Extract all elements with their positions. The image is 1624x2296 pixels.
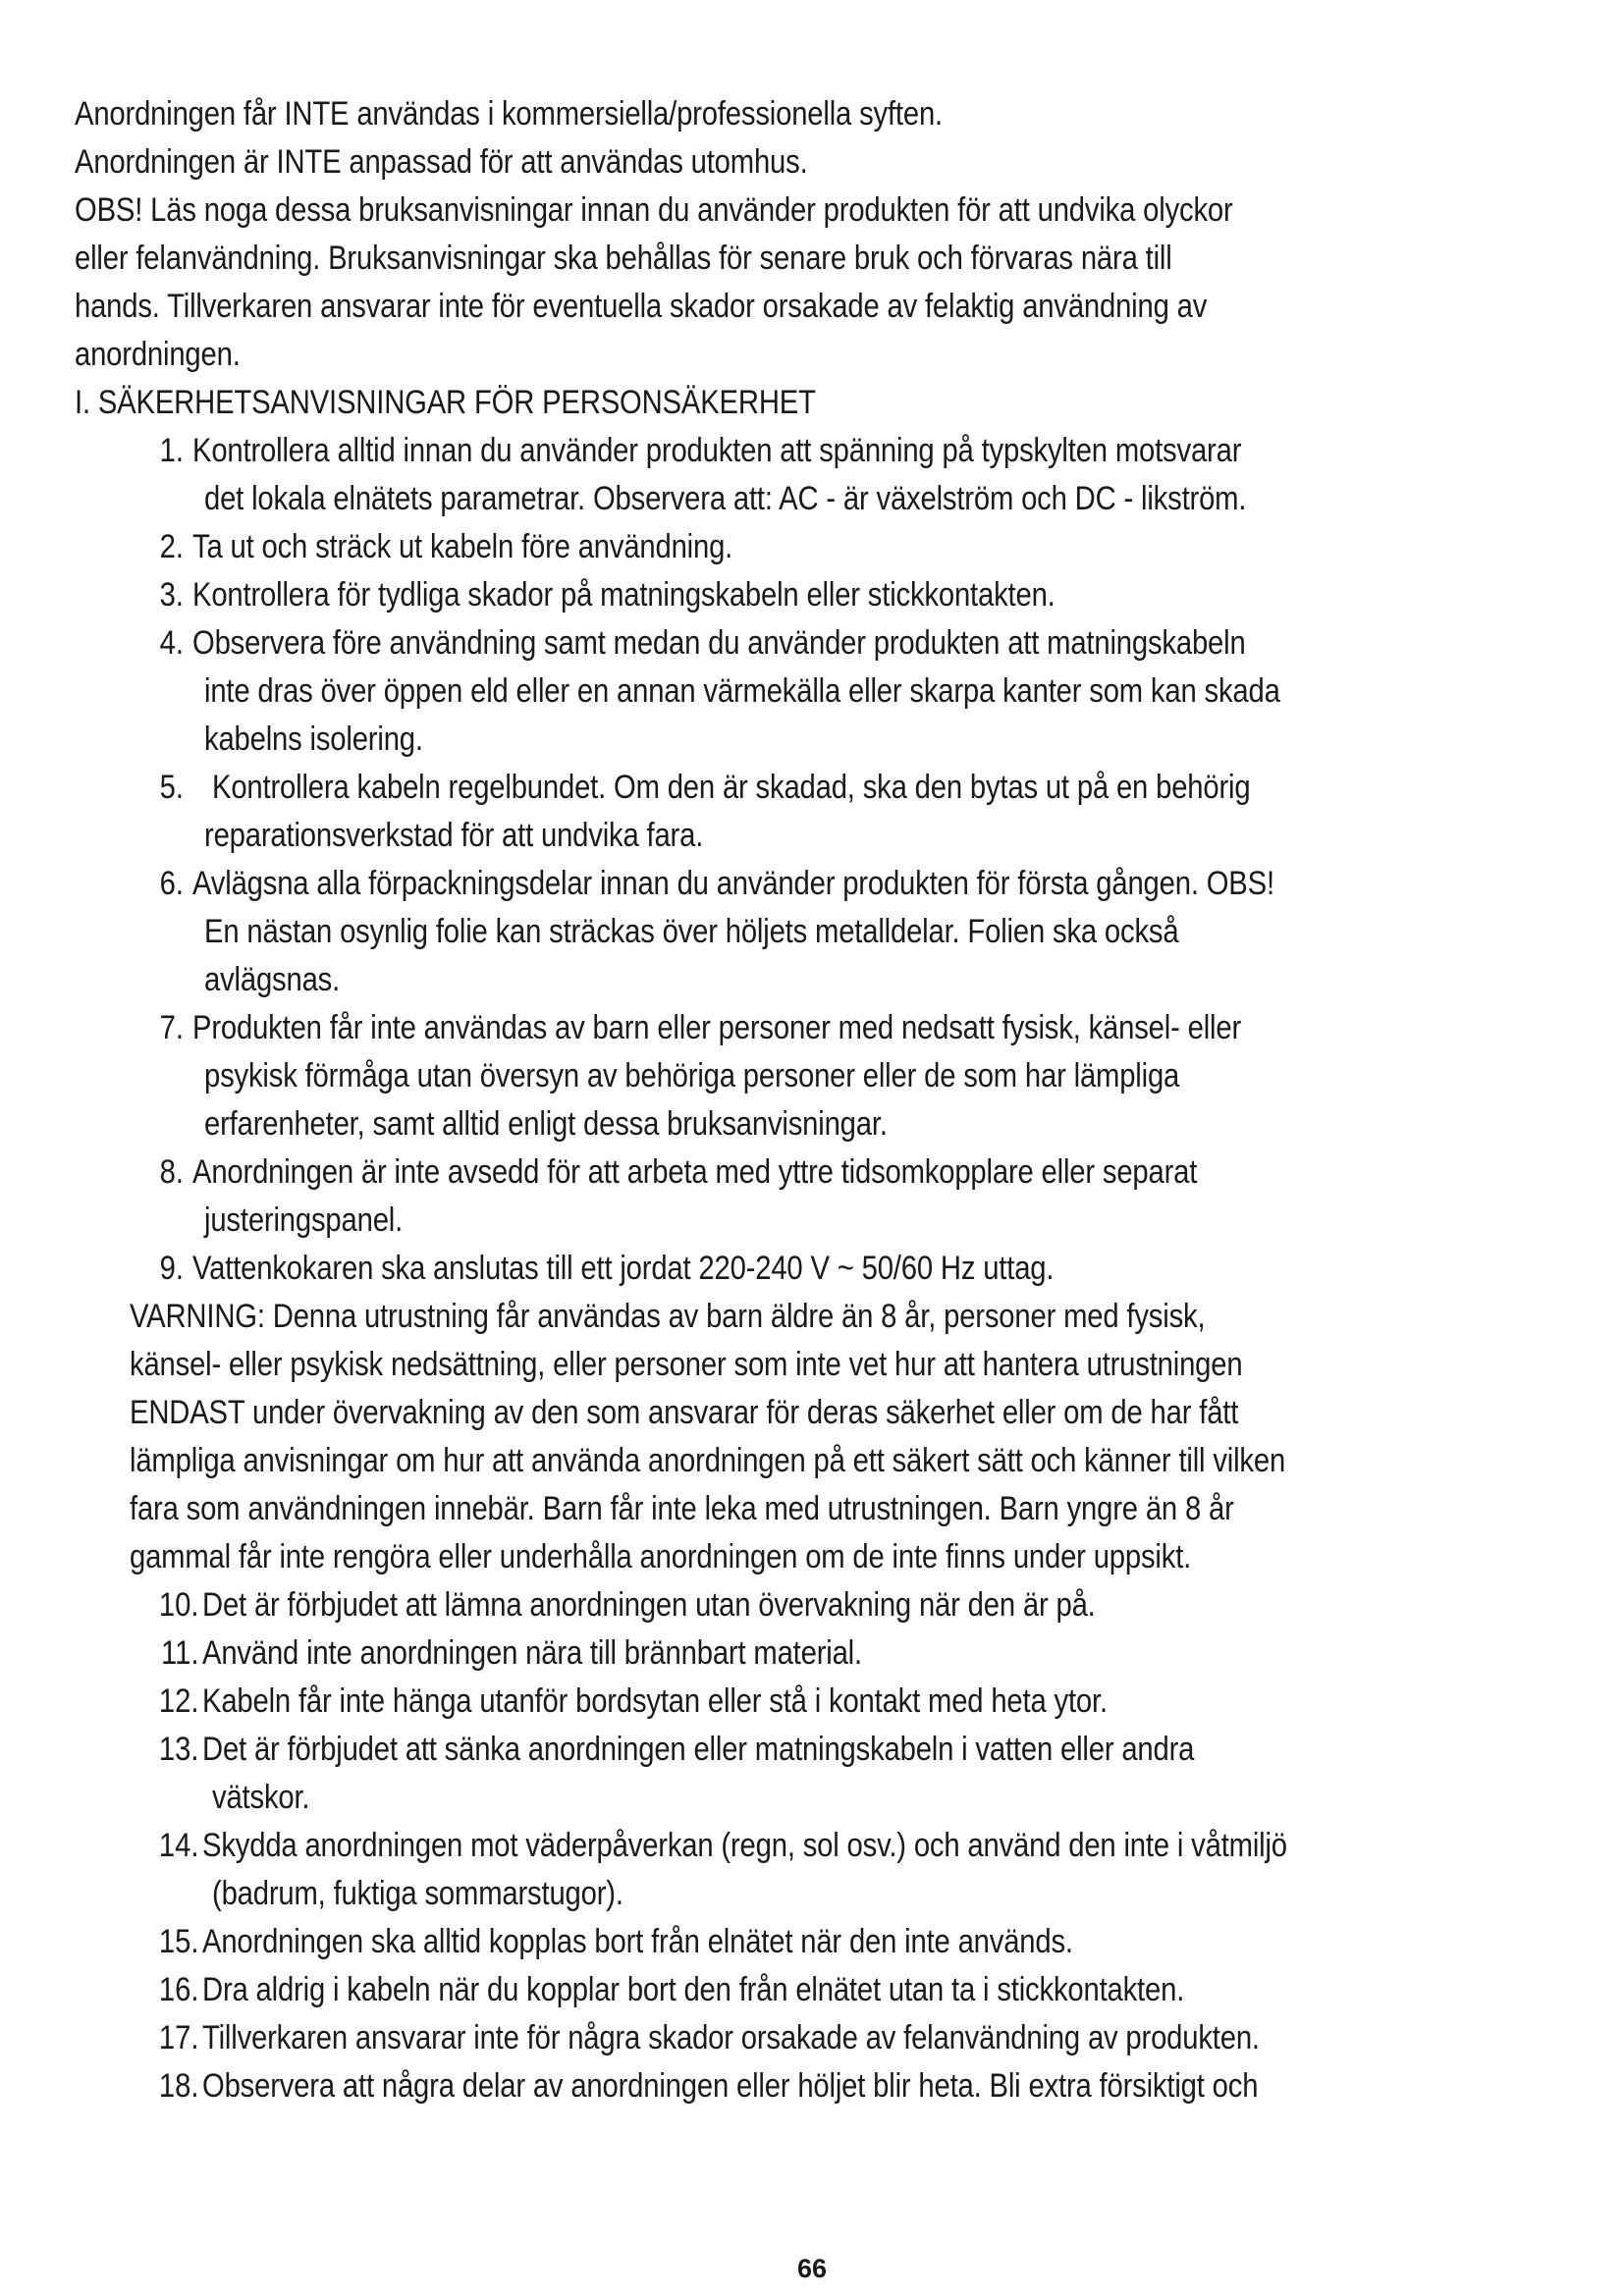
item-text: En nästan osynlig folie kan sträckas över höljets metalldelar. Folien ska också <box>204 913 1179 950</box>
item-text: det lokala elnätets parametrar. Observera att: AC - är växelström och DC - likström. <box>204 480 1247 517</box>
item-number: 1. <box>159 432 184 469</box>
list-item <box>75 619 1567 764</box>
item-text: vätskor. <box>212 1779 310 1816</box>
document-page <box>75 90 1567 2110</box>
item-number: 2. <box>159 528 184 565</box>
item-text: Kontrollera alltid innan du använder produkten att spänning på typskylten motsvarar <box>192 432 1242 469</box>
item-text: Skydda anordningen mot väderpåverkan (regn, sol osv.) och använd den inte i våtmiljö <box>202 1827 1287 1864</box>
list-item <box>75 860 1567 1004</box>
item-text: Avlägsna alla förpackningsdelar innan du använder produkten för första gången. OBS! <box>192 865 1274 902</box>
intro-line: Anordningen får INTE användas i kommersiella/professionella syften. <box>75 95 943 133</box>
item-text: avlägsnas. <box>204 961 341 998</box>
warning-line: VARNING: Denna utrustning får användas av barn äldre än 8 år, personer med fysisk, <box>130 1298 1206 1335</box>
item-text: (badrum, fuktiga sommarstugor). <box>212 1875 623 1912</box>
item-text: kabelns isolering. <box>204 721 423 758</box>
item-text: Anordningen ska alltid kopplas bort från elnätet när den inte används. <box>202 1923 1073 1960</box>
section-heading: I. SÄKERHETSANVISNINGAR FÖR PERSONSÄKERHET <box>75 384 816 421</box>
item-text: Observera att några delar av anordningen eller höljet blir heta. Bli extra försiktigt och <box>202 2067 1259 2105</box>
safety-list-b <box>75 1581 1567 2110</box>
warning-line: ENDAST under övervakning av den som ansvarar för deras säkerhet eller om de har fått <box>130 1394 1239 1431</box>
list-item <box>75 1966 1567 2014</box>
intro-line: Anordningen är INTE anpassad för att användas utomhus. <box>75 143 808 181</box>
list-item <box>75 1581 1567 1629</box>
list-item <box>75 571 1567 619</box>
warning-line: lämpliga anvisningar om hur att använda anordningen på ett säkert sätt och känner till vilken <box>130 1442 1286 1479</box>
item-number: 17. <box>158 2019 199 2056</box>
item-number: 11. <box>160 1634 199 1672</box>
intro-line: OBS! Läs noga dessa bruksanvisningar innan du använder produkten för att undvika olyckor <box>75 191 1233 229</box>
item-text: Observera före användning samt medan du använder produkten att matningskabeln <box>192 624 1246 662</box>
item-text: Det är förbjudet att lämna anordningen utan övervakning när den är på. <box>202 1586 1096 1624</box>
warning-line: fara som användningen innebär. Barn får inte leka med utrustningen. Barn yngre än 8 år <box>130 1490 1234 1527</box>
item-text: Vattenkokaren ska anslutas till ett jordat 220-240 V ~ 50/60 Hz uttag. <box>192 1250 1055 1287</box>
intro-block <box>75 90 1567 379</box>
list-item <box>75 2014 1567 2062</box>
item-number: 4. <box>159 624 184 662</box>
item-number: 8. <box>159 1153 184 1191</box>
list-item <box>75 523 1567 571</box>
item-text: reparationsverkstad för att undvika fara. <box>204 817 704 854</box>
intro-line: eller felanvändning. Bruksanvisningar ska behållas för senare bruk och förvaras nära till <box>75 240 1172 277</box>
item-text: Kontrollera kabeln regelbundet. Om den är skadad, ska den bytas ut på en behörig <box>212 769 1251 806</box>
item-number: 6. <box>159 865 184 902</box>
item-text: justeringspanel. <box>204 1201 404 1239</box>
item-number: 14. <box>158 1827 199 1864</box>
warning-line: känsel- eller psykisk nedsättning, eller personer som inte vet hur att hantera utrustningen <box>130 1346 1243 1383</box>
list-item <box>75 1245 1567 1293</box>
item-text: Kabeln får inte hänga utanför bordsytan eller stå i kontakt med heta ytor. <box>202 1682 1108 1720</box>
list-item <box>75 764 1567 860</box>
list-item <box>75 1822 1567 1918</box>
item-text: Dra aldrig i kabeln när du kopplar bort den från elnätet utan ta i stickkontakten. <box>202 1971 1185 2008</box>
item-number: 15. <box>158 1923 199 1960</box>
list-item <box>75 1726 1567 1822</box>
item-text: erfarenheter, samt alltid enligt dessa bruksanvisningar. <box>204 1105 888 1143</box>
safety-list-a <box>75 427 1567 1293</box>
item-number: 10. <box>158 1586 199 1624</box>
intro-line: hands. Tillverkaren ansvarar inte för eventuella skador orsakade av felaktig användning av <box>75 288 1208 325</box>
warning-block <box>130 1293 1567 1581</box>
intro-line: anordningen. <box>75 336 241 373</box>
item-text: inte dras över öppen eld eller en annan värmekälla eller skarpa kanter som kan skada <box>204 672 1280 710</box>
list-item <box>75 1678 1567 1726</box>
list-item <box>75 427 1567 523</box>
list-item <box>75 2062 1567 2110</box>
item-text: Produkten får inte användas av barn eller personer med nedsatt fysisk, känsel- eller <box>192 1009 1242 1046</box>
warning-line: gammal får inte rengöra eller underhålla anordningen om de inte finns under uppsikt. <box>130 1538 1192 1575</box>
list-item <box>75 1148 1567 1245</box>
list-item <box>75 1629 1567 1678</box>
item-number: 18. <box>158 2067 199 2105</box>
list-item <box>75 1004 1567 1148</box>
item-number: 7. <box>159 1009 184 1046</box>
list-item <box>75 1918 1567 1966</box>
item-number: 12. <box>158 1682 199 1720</box>
item-text: Ta ut och sträck ut kabeln före användning. <box>192 528 733 565</box>
item-text: Använd inte anordningen nära till brännbart material. <box>202 1634 862 1672</box>
item-number: 5. <box>159 769 184 806</box>
item-text: psykisk förmåga utan översyn av behöriga personer eller de som har lämpliga <box>204 1057 1180 1095</box>
item-number: 13. <box>158 1731 199 1768</box>
item-number: 16. <box>158 1971 199 2008</box>
item-number: 9. <box>159 1250 184 1287</box>
item-text: Anordningen är inte avsedd för att arbeta med yttre tidsomkopplare eller separat <box>192 1153 1198 1191</box>
item-text: Tillverkaren ansvarar inte för några skador orsakade av felanvändning av produkten. <box>202 2019 1260 2056</box>
item-number: 3. <box>159 576 184 614</box>
page-number: 66 <box>796 2254 828 2283</box>
item-text: Det är förbjudet att sänka anordningen eller matningskabeln i vatten eller andra <box>202 1731 1195 1768</box>
item-text: Kontrollera för tydliga skador på matningskabeln eller stickkontakten. <box>192 576 1056 614</box>
